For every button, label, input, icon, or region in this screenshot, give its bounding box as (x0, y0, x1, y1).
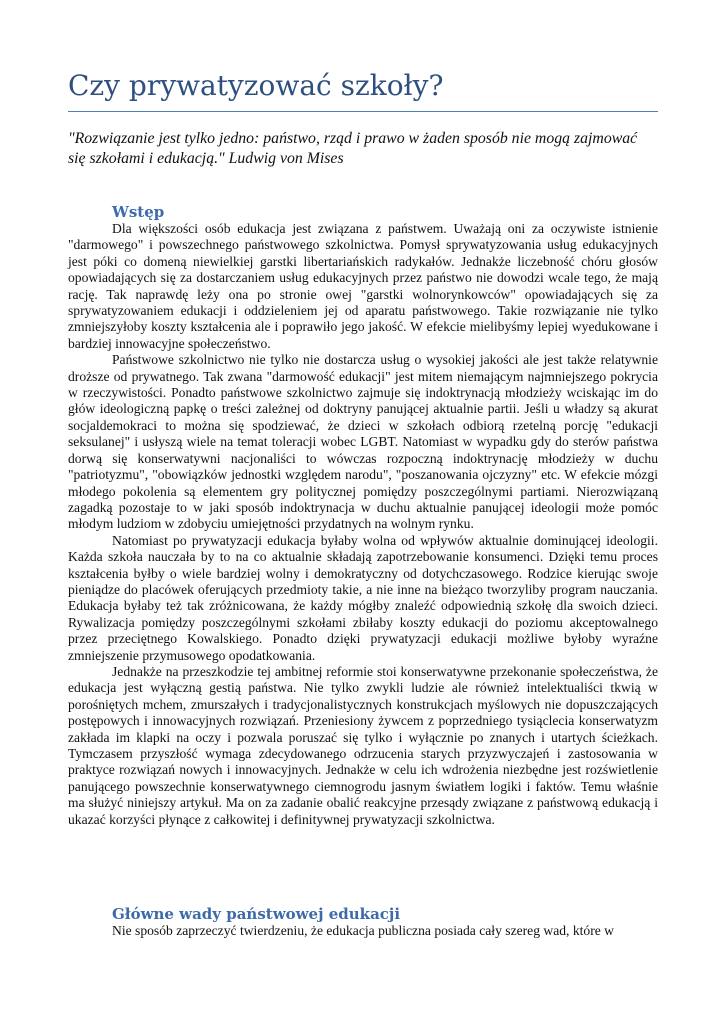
paragraph: Dla większości osób edukacja jest związana z państwem. Uważają oni za oczywiste istnienie "darmowego" i powszechnego państwowego szkolnictwa. Pomysł sprywatyzowania usług edukacyjnych jest póki co domeną niewielkiej garstki libertariańskich radykałów. Jednakże liczebność chóru głosów opowiadających się za dostarczaniem usług edukacyjnych przez państwo nie dowodzi wcale tego, że mają rację. Tak naprawdę leży ona po stronie owej "garstki wolnorynkowców" opowiadających się za sprywatyzowaniem edukacji i oddzieleniem jej od aparatu państwowego. Takie rozwiązanie nie tylko zmniejszyłoby koszty kształcenia ale i poprawiło jego jakość. W efekcie mielibyśmy lepiej wyedukowane i bardziej innowacyjne społeczeństwo. (68, 221, 658, 351)
section-heading-wstep: Wstęp (112, 203, 165, 221)
epigraph-quote: "Rozwiązanie jest tylko jedno: państwo, rząd i prawo w żaden sposób nie mogą zajmować się szkołami i edukacją." Ludwig von Mises (68, 130, 638, 167)
paragraph: Nie sposób zaprzeczyć twierdzeniu, że edukacja publiczna posiada cały szereg wad, które w (112, 923, 614, 938)
title-underline (68, 111, 658, 112)
document-title: Czy prywatyzować szkoły? (68, 69, 444, 102)
section-body-glowne-wady (68, 923, 658, 939)
section-heading-glowne-wady: Główne wady państwowej edukacji (112, 905, 401, 923)
paragraph: Państwowe szkolnictwo nie tylko nie dostarcza usług o wysokiej jakości ale jest także relatywnie droższe od prywatnego. Tak zwana "darmowość edukacji" jest mitem niemającym najmniejszego pokrycia w rzeczywistości. Ponadto państwowe szkolnictwo zajmuje się indoktrynacją młodzieży wciskając im do głów ideologiczną papkę o treści zależnej od doktryny panującej aktualnie partii. Jeśli u władzy są akurat socjaldemokraci to można się spodziewać, że dzieci w szkołach odbiorą rzetelną porcję "edukacji seksulanej" i usłyszą wiele na temat toleracji wobec LGBT. Natomiast w wypadku gdy do sterów państwa dorwą się konserwatywni nacjonaliści to wówczas rozpoczną indoktrynację młodzieży w duchu "patriotyzmu", "obowiązków jednostki względem narodu", "poszanowania ojczyzny" etc. W efekcie mózgi młodego pokolenia są elementem gry politycznej pomiędzy poszczególnymi partiami. Nierozwiązaną zagadką pozostaje to w jaki sposób indoktrynacja w duchu aktualnie panującej ideologii może pomóc młodym ludziom w zdobyciu umiejętności przydatnych na wolnym rynku. (68, 352, 658, 532)
section-body-wstep (68, 221, 658, 828)
paragraph: Jednakże na przeszkodzie tej ambitnej reformie stoi konserwatywne przekonanie społeczeństwa, że edukacja jest wyłączną gestią państwa. Nie tylko zwykli ludzie ale również intelektualiści tkwią w porośniętych mchem, zmurszałych i tradycjonalistycznych konstrukcjach myślowych nie dopuszczających postępowych i innowacyjnych rozwiązań. Przeniesiony żywcem z poprzedniego tysiąclecia konserwatyzm zakłada im klapki na oczy i pozwala poruszać się tylko i wyłącznie po znanych i utartych ścieżkach. Tymczasem przyszłość wymaga zdecydowanego odrzucenia starych przyzwyczajeń i zastosowania w praktyce rozwiązań nowych i innowacyjnych. Jednakże w celu ich wdrożenia niezbędne jest rozświetlenie panującego powszechnie konserwatywnego ciemnogrodu jasnym światłem logiki i faktów. Temu właśnie ma służyć niniejszy artykuł. Ma on za zadanie obalić reakcyjne przesądy związane z państwową edukacją i ukazać korzyści płynące z całkowitej i definitywnej prywatyzacji szkolnictwa. (68, 663, 658, 827)
paragraph: Natomiast po prywatyzacji edukacja byłaby wolna od wpływów aktualnie dominującej ideologii. Każda szkoła nauczała by to na co aktualnie składają zapotrzebowanie konsumenci. Dzięki temu proces kształcenia byłby o wiele bardziej wolny i demokratyczny od dotychczasowego. Rodzice kierując swoje pieniądze do placówek oferujących przedmioty takie, a nie inne na bieżąco tworzyliby program nauczania. Edukacja byłaby też tak zróżnicowana, że każdy mógłby znaleźć odpowiednią szkołę dla swoich dzieci. Rywalizacja pomiędzy poszczególnymi szkołami zbiłaby koszty edukacji do poziomu akceptowalnego przez przeciętnego Kowalskiego. Ponadto dzięki prywatyzacji edukacji możliwe byłoby wyraźne zmniejszenie przymusowego opodatkowania. (68, 532, 658, 663)
